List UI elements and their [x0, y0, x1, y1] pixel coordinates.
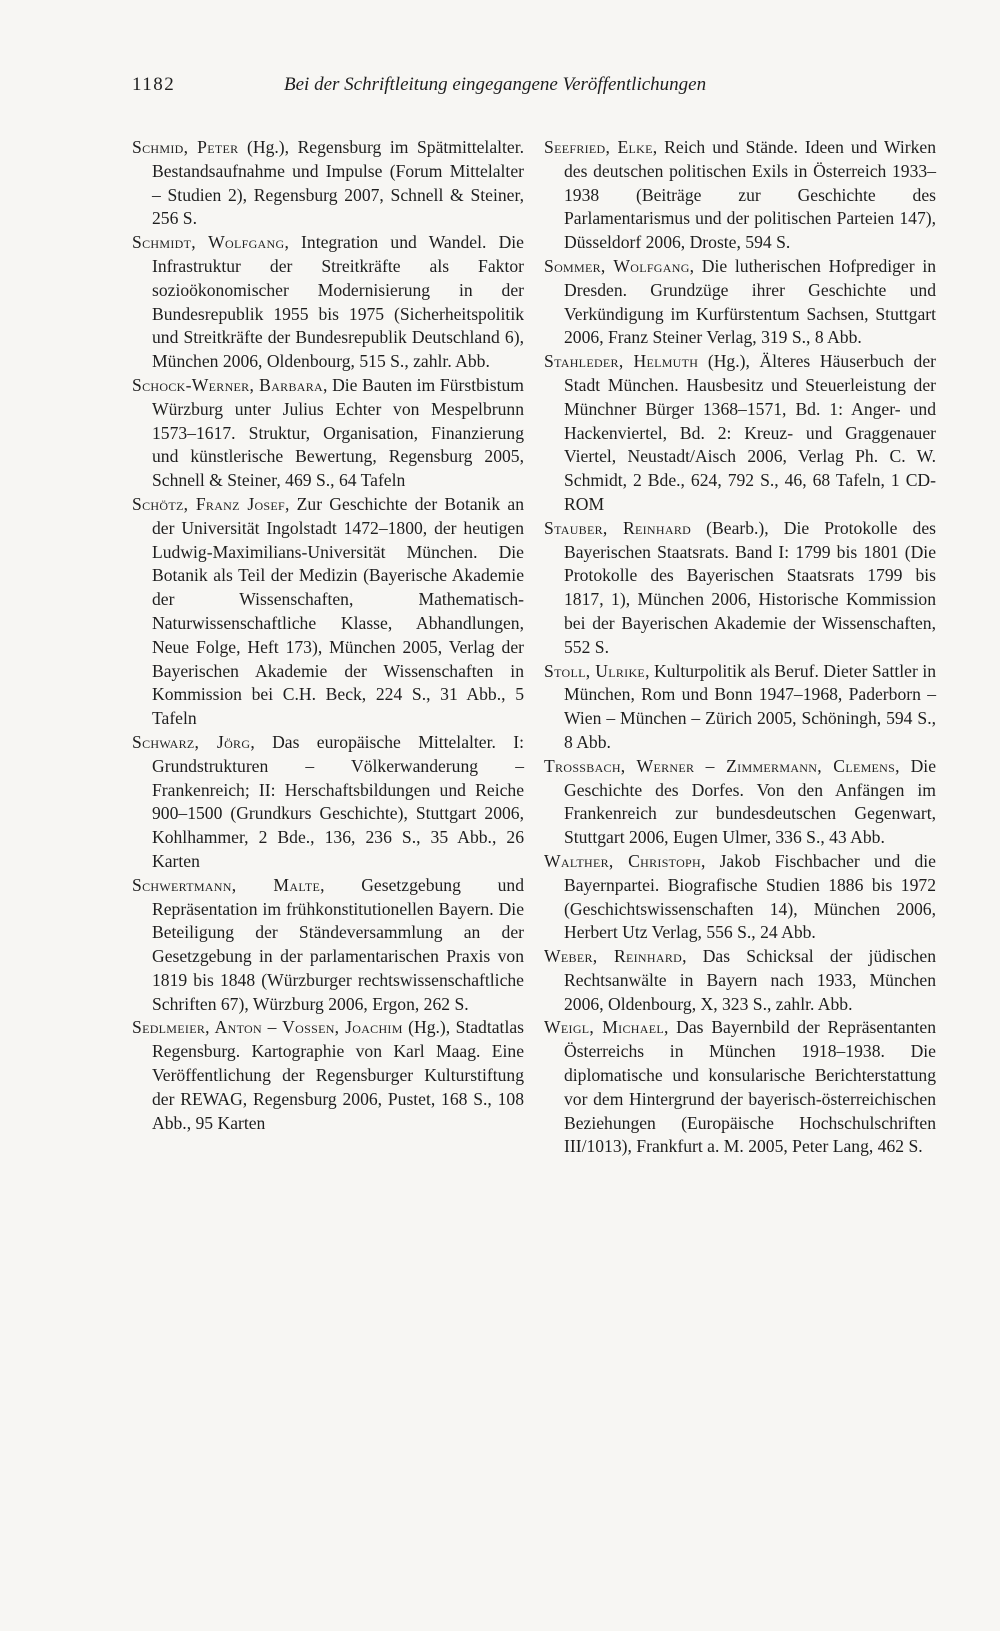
bibliography-entry	[132, 874, 524, 1017]
entry-author: Schwarz, Jörg	[132, 731, 251, 752]
entry-author: Schmid, Peter	[132, 137, 239, 157]
entry-details: , Kulturpolitik als Beruf. Dieter Sattler in München, Rom und Bonn 1947–1968, Paderborn – Wien – München – Zürich 2005, Schöningh, 594 S., 8 Abb.	[564, 660, 936, 752]
bibliography-entry	[132, 231, 524, 374]
entry-details: (Hg.), Regensburg im Spätmittelalter. Bestandsaufnahme und Impulse (Forum Mittelalter – Studien 2), Regensburg 2007, Schnell & Steiner, 256 S.	[152, 137, 525, 229]
entry-author: Schwertmann, Malte	[132, 874, 321, 895]
entry-details: (Hg.), Älteres Häuserbuch der Stadt München. Hausbesitz und Steuerleistung der Münchner Bürger 1368–1571, Bd. 1: Anger- und Hackenviertel, Bd. 2: Kreuz- und Graggenauer Viertel, Neustadt/Aisch 2006, Verlag Ph. C. W. Schmidt, 2 Bde., 624, 792 S., 46, 68 Tafeln, 1 CD-ROM	[564, 351, 936, 514]
bibliography-entry	[544, 945, 936, 1016]
bibliography-entry	[132, 374, 524, 493]
entry-author: Stauber, Reinhard	[544, 517, 692, 538]
bibliography-entry	[132, 136, 524, 231]
entry-details: , Die lutherischen Hofprediger in Dresden. Grundzüge ihrer Geschichte und Verkündigung im Kurfürstentum Sachsen, Stuttgart 2006, Franz Steiner Verlag, 319 S., 8 Abb.	[564, 255, 936, 348]
entry-author: Schock-Werner, Barbara	[132, 374, 324, 395]
running-title: Bei der Schriftleitung eingegangene Veröffentlichungen	[284, 74, 707, 95]
page-header	[132, 70, 782, 110]
entry-author: Weber, Reinhard	[544, 946, 683, 967]
entry-author: Walther, Christoph	[544, 850, 701, 871]
entry-author: Seefried, Elke	[544, 137, 653, 157]
entry-details: (Bearb.), Die Protokolle des Bayerischen Staatsrats. Band I: 1799 bis 1801 (Die Protokolle des Bayerischen Staatsrats 1799 bis 1817, 1), München 2006, Historische Kommission bei der Bayerischen Akademie der Wissenschaften, 552 S.	[564, 517, 936, 657]
entry-details: (Hg.), Stadtatlas Regensburg. Kartographie von Karl Maag. Eine Veröffentlichung der Regensburger Kulturstiftung der REWAG, Regensburg 2006, Pustet, 168 S., 108 Abb., 95 Karten	[152, 1017, 524, 1133]
entry-details: , Zur Geschichte der Botanik an der Universität Ingolstadt 1472–1800, der heutigen Ludwig-Maximilians-Universität München. Die Botanik als Teil der Medizin (Bayerische Akademie der Wissenschaften, Mathematisch-Naturwissenschaftliche Klasse, Abhandlungen, Neue Folge, Heft 173), München 2005, Verlag der Bayerischen Akademie der Wissenschaften in Kommission bei C.H. Beck, 224 S., 31 Abb., 5 Tafeln	[152, 493, 524, 729]
bibliography-entry	[132, 731, 524, 874]
bibliography-entry	[544, 350, 936, 517]
entry-author: Sommer, Wolfgang	[544, 255, 690, 276]
bibliography-entry	[544, 255, 936, 350]
entry-author: Schmidt, Wolfgang	[132, 232, 285, 253]
entry-details: , Jakob Fischbacher und die Bayernpartei. Biografische Studien 1886 bis 1972 (Geschichtswissenschaften 14), München 2006, Herbert Utz Verlag, 556 S., 24 Abb.	[564, 850, 936, 943]
left-column	[132, 136, 524, 1135]
entry-details: , Die Bauten im Fürstbistum Würzburg unter Julius Echter von Mespelbrunn 1573–1617. Struktur, Organisation, Finanzierung und künstlerische Bewertung, Regensburg 2005, Schnell & Steiner, 469 S., 64 Tafeln	[152, 374, 524, 491]
bibliography-entry	[544, 660, 936, 755]
bibliography-entry	[132, 493, 524, 731]
bibliography-entry	[544, 1016, 936, 1159]
entry-details: , Gesetzgebung und Repräsentation im frühkonstitutionellen Bayern. Die Beteiligung der Ständeversammlung an der Gesetzgebung in der parlamentarischen Praxis von 1819 bis 1848 (Würzburger rechtswissenschaftliche Schriften 67), Würzburg 2006, Ergon, 262 S.	[152, 874, 524, 1014]
entry-details: , Die Geschichte des Dorfes. Von den Anfängen im Frankenreich zur bundesdeutschen Gegenwart, Stuttgart 2006, Eugen Ulmer, 336 S., 43 Abb.	[564, 755, 936, 848]
entry-details: , Das europäische Mittelalter. I: Grundstrukturen – Völkerwanderung – Frankenreich; II: Herschaftsbildungen und Reiche 900–1500 (Grundkurs Geschichte), Stuttgart 2006, Kohlhammer, 2 Bde., 136, 236 S., 35 Abb., 26 Karten	[152, 731, 524, 871]
bibliography-entry	[544, 136, 936, 255]
entry-details: , Das Schicksal der jüdischen Rechtsanwälte in Bayern nach 1933, München 2006, Oldenbourg, X, 323 S., zahlr. Abb.	[564, 946, 936, 1014]
bibliography-entry	[132, 1016, 524, 1135]
bibliography-entry	[544, 517, 936, 660]
right-column	[544, 136, 936, 1159]
entry-author: Schötz, Franz Josef	[132, 493, 286, 514]
page-number: 1182	[132, 74, 176, 95]
entry-author: Stoll, Ulrike	[544, 660, 646, 681]
entry-details: , Reich und Stände. Ideen und Wirken des deutschen politischen Exils in Österreich 1933–1938 (Beiträge zur Geschichte des Parlamentarismus und der politischen Parteien 147), Düsseldorf 2006, Droste, 594 S.	[564, 137, 936, 253]
bibliography-entry	[544, 850, 936, 945]
entry-author: Sedlmeier, Anton – Vossen, Joachim	[132, 1017, 403, 1038]
entry-details: , Das Bayernbild der Repräsentanten Österreichs in München 1918–1938. Die diplomatische und konsularische Berichterstattung vor dem Hintergrund der bayerisch-österreichischen Beziehungen (Europäische Hochschulschriften III/1013), Frankfurt a. M. 2005, Peter Lang, 462 S.	[564, 1017, 936, 1157]
bibliography-entry	[544, 755, 936, 850]
entry-author: Trossbach, Werner – Zimmermann, Clemens	[544, 755, 896, 776]
entry-details: , Integration und Wandel. Die Infrastruktur der Streitkräfte als Faktor sozioökonomischer Modernisierung in der Bundesrepublik 1955 bis 1975 (Sicherheitspolitik und Streitkräfte der Bundesrepublik Deutschland 6), München 2006, Oldenbourg, 515 S., zahlr. Abb.	[152, 232, 524, 372]
entry-author: Stahleder, Helmuth	[544, 351, 699, 372]
entry-author: Weigl, Michael	[544, 1017, 664, 1038]
